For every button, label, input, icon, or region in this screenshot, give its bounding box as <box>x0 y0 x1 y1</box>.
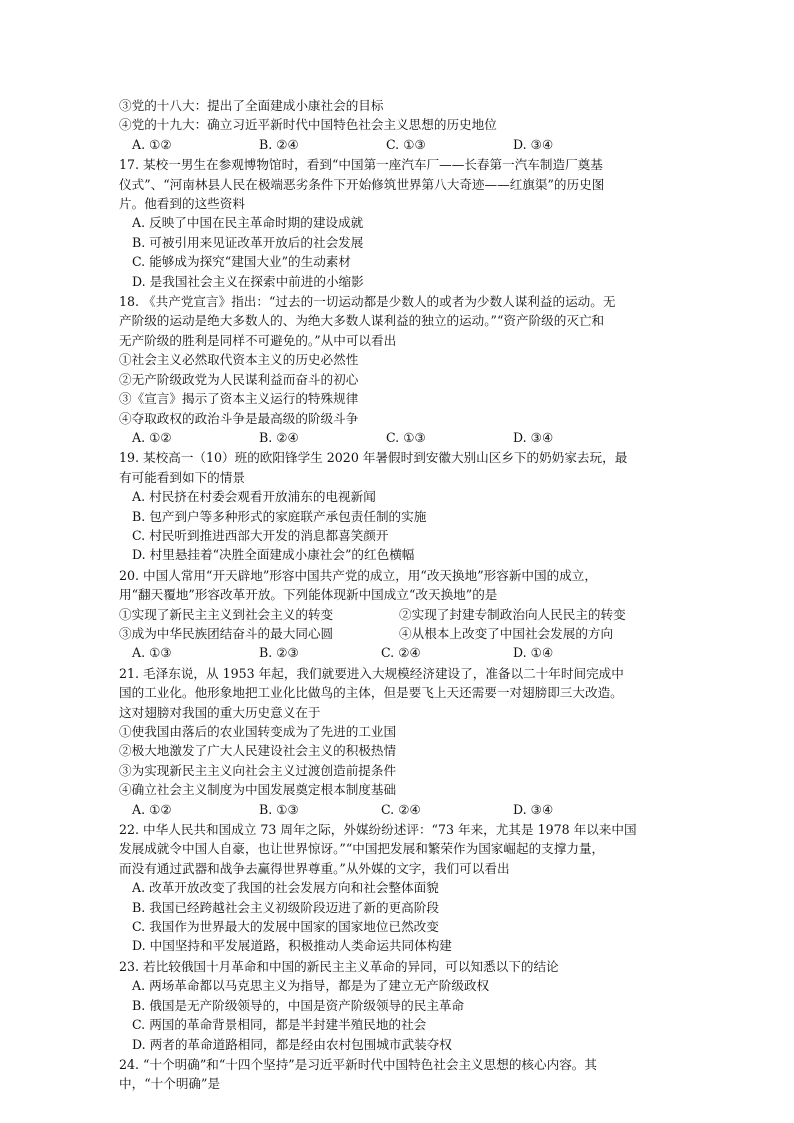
statement-item: ①实现了新民主主义到社会主义的转变 <box>119 606 334 622</box>
choice-d: D. 两者的革命道路相同，都是经由农村包围城市武装夺权 <box>132 1036 452 1052</box>
question-stem: 19. 某校高一（10）班的欧阳锋学生 2020 年暑假时到安徽大别山区乡下的奶奶家去玩，最 <box>119 450 628 466</box>
statement-pair <box>119 605 679 624</box>
statement-item: ③党的十八大：提出了全面建成小康社会的目标 <box>119 98 384 113</box>
question-stem: 用“翻天覆地”形容改革开放。下列能体现新中国成立“改天换地”的是 <box>119 587 498 603</box>
option-d: D. ③④ <box>513 136 554 152</box>
question-stem: 20. 中国人常用“开天辟地”形容中国共产党的成立，用“改天换地”形容新中国的成立， <box>119 567 597 583</box>
option-d: D. ③④ <box>513 429 554 445</box>
answer-options <box>119 800 679 819</box>
answer-options <box>119 135 679 154</box>
choice-d: D. 中国坚持和平发展道路，积极推动人类命运共同体构建 <box>132 938 452 954</box>
statement-item: ③《宣言》揭示了资本主义运行的特殊规律 <box>119 391 359 407</box>
question-18 <box>119 292 679 447</box>
question-stem: 中，“十个明确”是 <box>119 1076 221 1092</box>
question-16-continuation <box>119 96 679 154</box>
statement-item: ②极大地激发了广大人民建设社会主义的积极热情 <box>119 743 397 759</box>
statement-item: ③为实现新民主主义向社会主义过渡创造前提条件 <box>119 762 397 778</box>
statement-item: ②无产阶级政党为人民谋利益而奋斗的初心 <box>119 371 359 387</box>
choice-c: C. 村民听到推进西部大开发的消息都喜笑颜开 <box>132 527 389 543</box>
question-stem: 而没有通过武器和战争去赢得世界尊重。”从外媒的文字，我们可以看出 <box>119 860 510 876</box>
option-c: C. ②④ <box>381 801 421 817</box>
question-21 <box>119 664 679 819</box>
question-20 <box>119 566 679 663</box>
statement-item: ①社会主义必然取代资本主义的历史必然性 <box>119 352 359 368</box>
statement-item: ③成为中华民族团结奋斗的最大同心圆 <box>119 625 334 641</box>
option-b: B. ②④ <box>259 429 299 445</box>
option-b: B. ①③ <box>259 801 299 817</box>
question-stem: 仪式”、“河南林县人民在极端恶劣条件下开始修筑世界第八大奇迹——红旗渠”的历史图 <box>119 176 605 192</box>
choice-b: B. 我国已经跨越社会主义初级阶段迈进了新的更高阶段 <box>132 899 439 915</box>
option-a: A. ①③ <box>132 645 172 661</box>
choice-c: C. 两国的革命背景相同，都是半封建半殖民地的社会 <box>132 1017 427 1033</box>
option-c: C. ②④ <box>381 645 421 661</box>
statement-item: ④党的十九大：确立习近平新时代中国特色社会主义思想的历史地位 <box>119 117 497 133</box>
statement-item: ④确立社会主义制度为中国发展奠定根本制度基础 <box>119 782 397 798</box>
choice-a: A. 村民挤在村委会观看开放浦东的电视新闻 <box>132 489 376 505</box>
option-a: A. ①② <box>132 136 172 152</box>
option-d: D. ③④ <box>513 801 554 817</box>
choice-b: B. 可被引用来见证改革开放后的社会发展 <box>132 234 364 250</box>
choice-b: B. 包产到户等多种形式的家庭联产承包责任制的实施 <box>132 508 427 524</box>
question-24 <box>119 1055 679 1094</box>
choice-d: D. 是我国社会主义在探索中前进的小缩影 <box>132 273 364 289</box>
option-a: A. ①② <box>132 429 172 445</box>
choice-a: A. 两场革命都以马克思主义为指导，都是为了建立无产阶级政权 <box>132 978 490 994</box>
choice-a: A. 改革开放改变了我国的社会发展方向和社会整体面貌 <box>132 880 439 896</box>
exam-page <box>119 96 679 1094</box>
question-stem: 22. 中华人民共和国成立 73 周年之际，外媒纷纷述评：“73 年来，尤其是 1978 年以来中国 <box>119 822 637 838</box>
option-b: B. ②④ <box>259 136 299 152</box>
question-stem: 国的工业化。他形象地把工业化比做鸟的主体，但是要飞上天还需要一对翅膀即三大改造。 <box>119 685 623 701</box>
option-c: C. ①③ <box>386 429 426 445</box>
choice-c: C. 能够成为探究“建国大业”的生动素材 <box>132 254 351 270</box>
statement-pair <box>119 624 679 643</box>
option-b: B. ②③ <box>259 645 299 661</box>
question-stem: 无产阶级的胜利是同样不可避免的。”从中可以看出 <box>119 332 397 348</box>
question-stem: 24. “十个明确”和“十四个坚持”是习近平新时代中国特色社会主义思想的核心内容。其 <box>119 1056 597 1072</box>
option-a: A. ①② <box>132 801 172 817</box>
question-19 <box>119 448 679 564</box>
choice-d: D. 村里悬挂着“决胜全面建成小康社会”的红色横幅 <box>132 547 415 563</box>
question-stem: 18. 《共产党宣言》指出：“过去的一切运动都是少数人的或者为少数人谋利益的运动。无 <box>119 294 616 310</box>
statement-item: ④从根本上改变了中国社会发展的方向 <box>399 625 614 641</box>
question-stem: 23. 若比较俄国十月革命和中国的新民主主义革命的异同，可以知悉以下的结论 <box>119 958 559 974</box>
question-stem: 产阶级的运动是绝大多数人的、为绝大多数人谋利益的独立的运动。”“资产阶级的灭亡和 <box>119 313 605 329</box>
question-stem: 有可能看到如下的情景 <box>119 469 245 485</box>
choice-a: A. 反映了中国在民主革命时期的建设成就 <box>132 215 364 231</box>
question-stem: 片。他看到的这些资料 <box>119 196 245 212</box>
question-stem: 发展成就令中国人自豪，也让世界惊讶。”“中国把发展和繁荣作为国家崛起的支撑力量， <box>119 841 605 857</box>
option-c: C. ①③ <box>386 136 426 152</box>
choice-b: B. 俄国是无产阶级领导的，中国是资产阶级领导的民主革命 <box>132 997 465 1013</box>
answer-options <box>119 428 679 447</box>
question-23 <box>119 957 679 1054</box>
statement-item: ①使我国由落后的农业国转变成为了先进的工业国 <box>119 724 397 739</box>
question-stem: 17. 某校一男生在参观博物馆时，看到“中国第一座汽车厂——长春第一汽车制造厂奠基 <box>119 157 603 173</box>
question-22 <box>119 820 679 956</box>
question-stem: 这对翅膀对我国的重大历史意义在于 <box>119 704 321 720</box>
question-stem: 21. 毛泽东说，从 1953 年起，我们就要进入大规模经济建设了，准备以二十年时间完成中 <box>119 665 624 681</box>
answer-options <box>119 643 679 662</box>
question-17 <box>119 155 679 291</box>
statement-item: ②实现了封建专制政治向人民民主的转变 <box>399 606 626 622</box>
statement-item: ④夺取政权的政治斗争是最高级的阶级斗争 <box>119 410 359 426</box>
option-d: D. ①④ <box>513 645 554 661</box>
choice-c: C. 我国作为世界最大的发展中国家的国家地位已然改变 <box>132 919 439 935</box>
